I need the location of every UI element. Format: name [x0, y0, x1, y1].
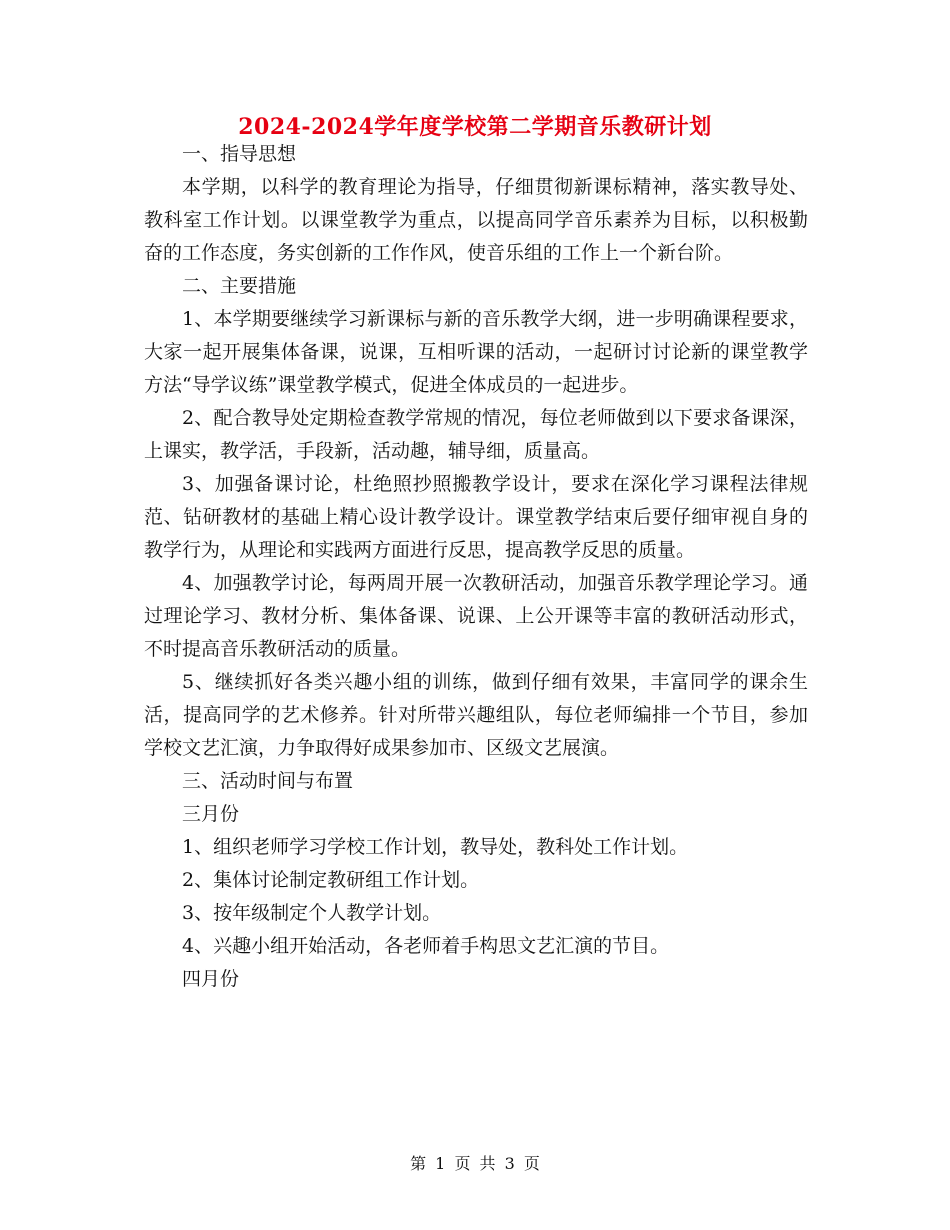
march-activity-1: 1、组织老师学习学校工作计划，教导处，教科处工作计划。	[182, 836, 689, 858]
paragraph-guiding-thought: 本学期，以科学的教育理论为指导，仔细贯彻新课标精神，落实教导处、教科室工作计划。以课堂教学为重点，以提高同学音乐素养为目标，以积极勤奋的工作态度，务实创新的工作作风，使音乐组的工作上一个新台阶。	[144, 176, 808, 264]
measure-item-4: 4、加强教学讨论，每两周开展一次教研活动，加强音乐教学理论学习。通过理论学习、教材分析、集体备课、说课、上公开课等丰富的教研活动形式，不时提高音乐教研活动的质量。	[144, 572, 808, 660]
measure-item-1: 1、本学期要继续学习新课标与新的音乐教学大纲，进一步明确课程要求，大家一起开展集体备课，说课，互相听课的活动，一起研讨讨论新的课堂教学方法“导学议练”课堂教学模式，促进全体成员的一起进步。	[144, 308, 808, 396]
page-number-footer: 第 1 页 共 3 页	[410, 1154, 540, 1173]
document-title: 2024-2024学年度学校第二学期音乐教研计划	[238, 114, 712, 140]
section-heading-guiding-thought: 一、指导思想	[182, 143, 297, 165]
march-activity-2: 2、集体讨论制定教研组工作计划。	[182, 869, 480, 891]
measure-item-2: 2、配合教导处定期检查教学常规的情况，每位老师做到以下要求备课深，上课实，教学活，手段新，活动趣，辅导细，质量高。	[144, 407, 808, 462]
month-heading-march: 三月份	[182, 803, 240, 825]
document-body	[144, 138, 808, 996]
march-activity-3: 3、按年级制定个人教学计划。	[182, 902, 442, 924]
measure-item-3: 3、加强备课讨论，杜绝照抄照搬教学设计，要求在深化学习课程法律规范、钻研教材的基础上精心设计教学设计。课堂教学结束后要仔细审视自身的教学行为，从理论和实践两方面进行反思，提高教学反思的质量。	[144, 473, 808, 561]
month-heading-april: 四月份	[182, 968, 240, 990]
march-activity-4: 4、兴趣小组开始活动，各老师着手构思文艺汇演的节目。	[182, 935, 670, 957]
section-heading-main-measures: 二、主要措施	[182, 275, 297, 297]
measure-item-5: 5、继续抓好各类兴趣小组的训练，做到仔细有效果，丰富同学的课余生活，提高同学的艺术修养。针对所带兴趣组队，每位老师编排一个节目，参加学校文艺汇演，力争取得好成果参加市、区级文艺展演。	[144, 671, 808, 759]
section-heading-schedule: 三、活动时间与布置	[182, 770, 354, 792]
